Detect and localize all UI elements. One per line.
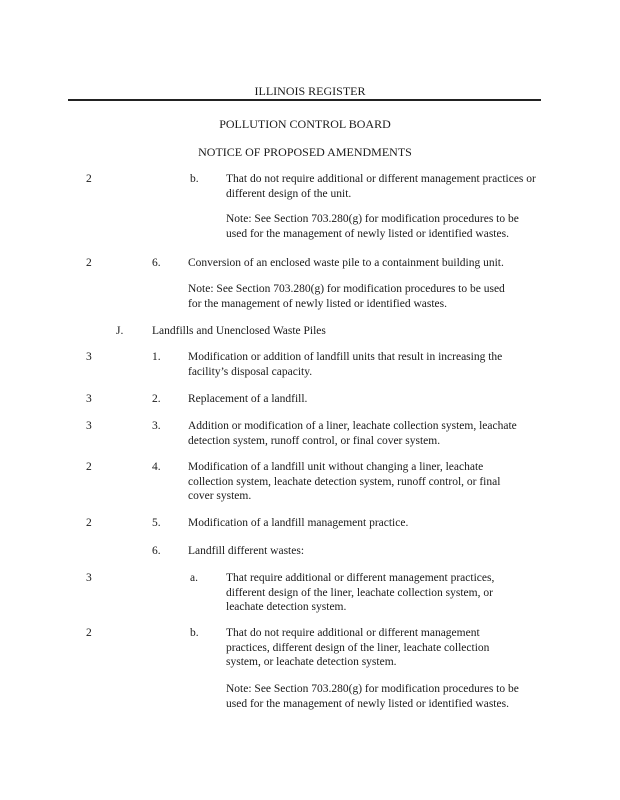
register-title: ILLINOIS REGISTER <box>254 84 366 98</box>
item-label: b. <box>190 627 199 639</box>
item-text: Modification of a landfill unit without changing a liner, leachate collection system, leachate detection system, runoff control, or final cover system. <box>188 461 501 502</box>
class-number: 3 <box>86 351 92 363</box>
item-text: Replacement of a landfill. <box>188 393 308 405</box>
item-label: 5. <box>152 517 161 529</box>
item-text: That do not require additional or different management practices, different design of the liner, leachate collection system, or leachate detection system. <box>226 627 490 668</box>
item-label: 3. <box>152 420 161 432</box>
item-label: 2. <box>152 393 161 405</box>
note-text: Note: See Section 703.280(g) for modification procedures to be used for the management of newly listed or identified wastes. <box>226 213 519 240</box>
item-text: That do not require additional or different management practices or different design of the unit. <box>226 173 536 200</box>
class-number: 3 <box>86 420 92 432</box>
item-label: 6. <box>152 257 161 269</box>
notice-title: NOTICE OF PROPOSED AMENDMENTS <box>198 145 412 159</box>
class-number: 3 <box>86 572 92 584</box>
board-name: POLLUTION CONTROL BOARD <box>219 117 391 131</box>
item-label: 1. <box>152 351 161 363</box>
class-number: 2 <box>86 173 92 185</box>
class-number: 2 <box>86 461 92 473</box>
section-heading: Landfills and Unenclosed Waste Piles <box>152 325 326 337</box>
header-rule <box>68 99 541 101</box>
class-number: 2 <box>86 627 92 639</box>
class-number: 2 <box>86 257 92 269</box>
item-label: 6. <box>152 545 161 557</box>
item-text: Landfill different wastes: <box>188 545 305 557</box>
item-text: Conversion of an enclosed waste pile to a containment building unit. <box>188 257 504 269</box>
item-text: Modification of a landfill management practice. <box>188 517 409 529</box>
note-text: Note: See Section 703.280(g) for modification procedures to be used for the management of newly listed or identified wastes. <box>226 683 519 710</box>
item-text: That require additional or different management practices, different design of the liner, leachate collection system, or leachate detection system. <box>226 572 495 613</box>
item-text: Addition or modification of a liner, leachate collection system, leachate detection system, runoff control, or final cover system. <box>188 420 517 447</box>
section-label: J. <box>116 325 124 337</box>
item-label: b. <box>190 173 199 185</box>
class-number: 3 <box>86 393 92 405</box>
item-label: a. <box>190 572 198 584</box>
item-label: 4. <box>152 461 161 473</box>
note-text: Note: See Section 703.280(g) for modification procedures to be used for the management of newly listed or identified wastes. <box>188 283 505 310</box>
item-text: Modification or addition of landfill units that result in increasing the facility’s disposal capacity. <box>188 351 503 378</box>
class-number: 2 <box>86 517 92 529</box>
